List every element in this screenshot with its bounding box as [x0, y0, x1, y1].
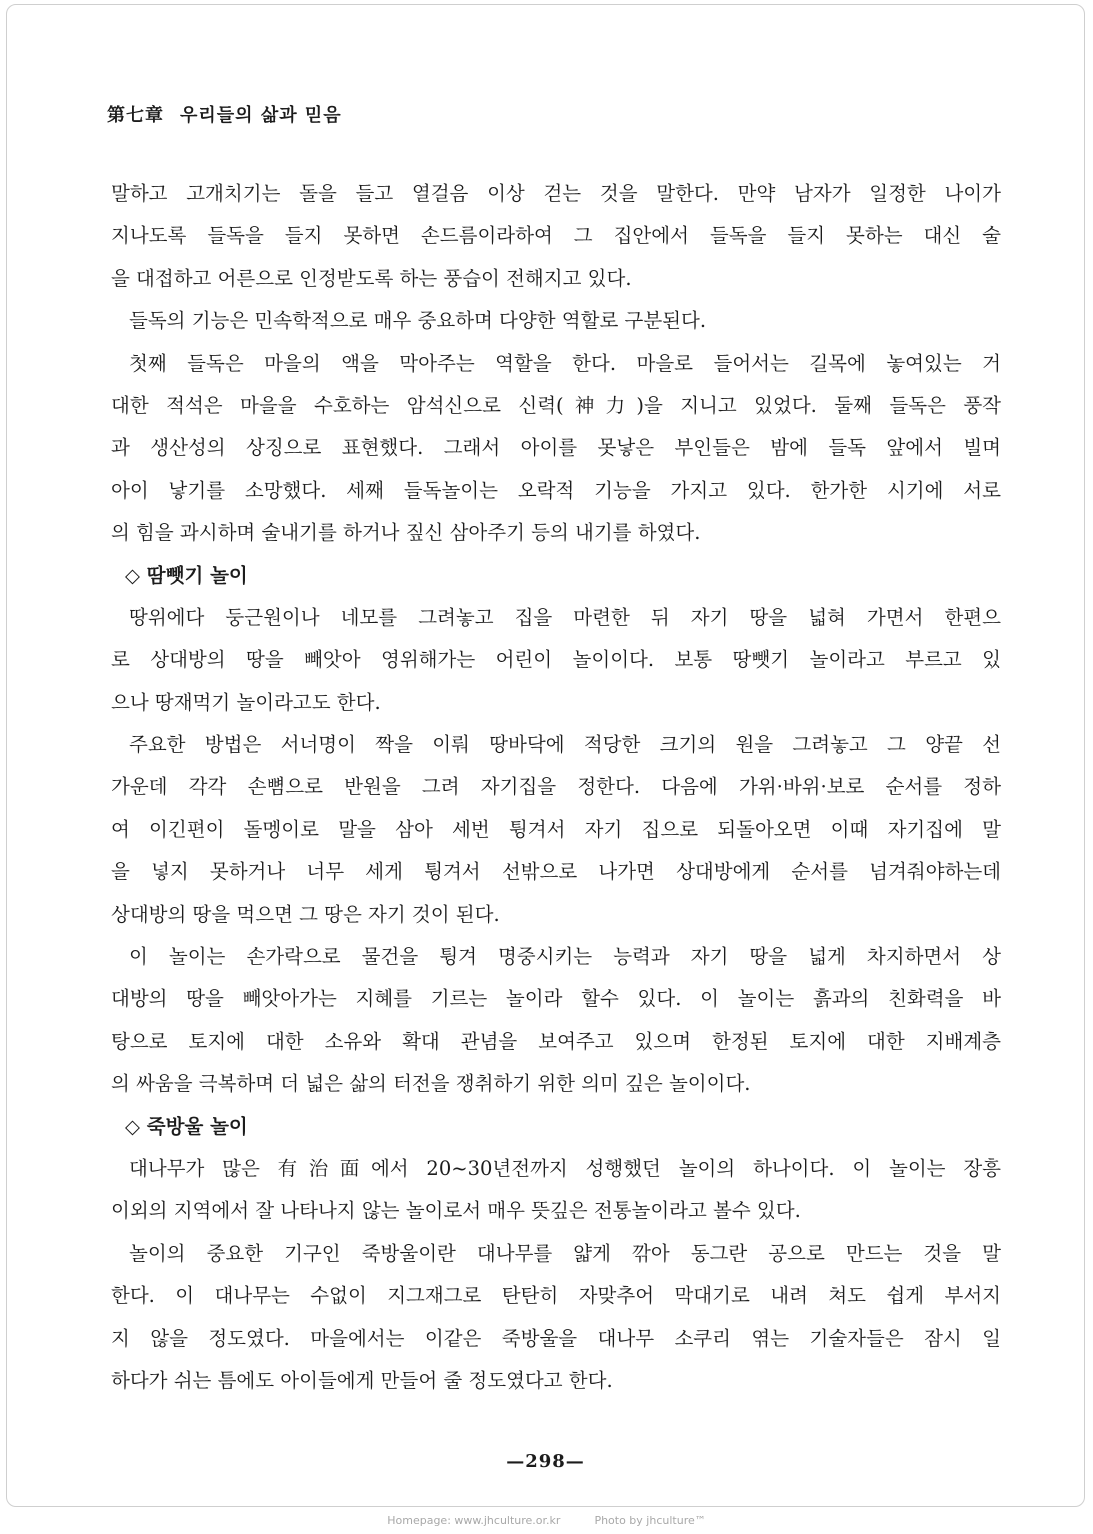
text-line: 아이 낳기를 소망했다. 세째 들독놀이는 오락적 기능을 가지고 있다. 한가한 시기에 서로	[111, 478, 1001, 502]
text-line: 여 이긴편이 돌멩이로 말을 삼아 세번 튕겨서 자기 집으로 되돌아오면 이때 자기집에 말	[111, 817, 1001, 841]
text-line: 의 힘을 과시하며 술내기를 하거나 짚신 삼아주기 등의 내기를 하였다.	[111, 521, 701, 545]
text-line: 을 대접하고 어른으로 인정받도록 하는 풍습이 전해지고 있다.	[111, 266, 632, 290]
text-line: 상대방의 땅을 먹으면 그 땅은 자기 것이 된다.	[111, 902, 500, 926]
chapter-title: 우리들의 삶과 믿음	[180, 105, 342, 126]
text-line: 과 생산성의 상징으로 표현했다. 그래서 아이를 못낳은 부인들은 밤에 들독 앞에서 빌며	[111, 436, 1001, 460]
text-line: 말하고 고개치기는 돌을 들고 열걸음 이상 걷는 것을 말한다. 만약 남자가 일정한 나이가	[111, 182, 1001, 205]
footer-credit	[0, 1514, 1093, 1527]
footer-photo-credit: Photo by jhculture™	[594, 1514, 706, 1527]
text-line: 으나 땅재먹기 놀이라고도 한다.	[111, 690, 381, 714]
text-line: 이외의 지역에서 잘 나타나지 않는 놀이로서 매우 뜻깊은 전통놀이라고 볼수 있다.	[111, 1199, 801, 1223]
scanned-page	[6, 4, 1085, 1507]
text-line: 의 싸움을 극복하며 더 넓은 삶의 터전을 쟁취하기 위한 의미 깊은 놀이이다.	[111, 1072, 751, 1096]
footer-homepage: Homepage: www.jhculture.or.kr	[387, 1514, 561, 1527]
text-line: 지나도록 들독을 들지 못하면 손드름이라하여 그 집안에서 들독을 들지 못하는 대신 술	[111, 224, 1001, 248]
body-text	[111, 173, 1001, 1402]
section-heading: ◇ 죽방울 놀이	[125, 1114, 248, 1138]
chapter-number: 第七章	[107, 105, 164, 126]
text-line: 로 상대방의 땅을 빼앗아 영위해가는 어린이 놀이이다. 보통 땅뺏기 놀이라고 부르고 있	[111, 648, 1001, 672]
text-line: 주요한 방법은 서너명이 짝을 이뤄 땅바닥에 적당한 크기의 원을 그려놓고 그 양끝 선	[129, 733, 1001, 757]
text-line: 탕으로 토지에 대한 소유와 확대 관념을 보여주고 있으며 한정된 토지에 대한 지배계층	[111, 1029, 1001, 1053]
text-line: 땅위에다 둥근원이나 네모를 그려놓고 집을 마련한 뒤 자기 땅을 넓혀 가면서 한편으	[129, 605, 1001, 629]
text-line: 대한 적석은 마을을 수호하는 암석신으로 신력(神力)을 지니고 있었다. 둘째 들독은 풍작	[111, 393, 1001, 417]
text-line: 대나무가 많은 有治面에서 20~30년전까지 성행했던 놀이의 하나이다. 이 놀이는 장흥	[129, 1156, 1001, 1180]
text-line: 을 넣지 못하거나 너무 세게 튕겨서 선밖으로 나가면 상대방에게 순서를 넘겨줘야하는데	[111, 860, 1001, 884]
text-line: 놀이의 중요한 기구인 죽방울이란 대나무를 얇게 깎아 동그란 공으로 만드는 것을 말	[129, 1241, 1001, 1265]
chapter-heading	[107, 101, 342, 127]
text-line: 한다. 이 대나무는 수없이 지그재그로 탄탄히 자맞추어 막대기로 내려 쳐도 쉽게 부서지	[111, 1284, 1001, 1308]
text-line: 첫째 들독은 마을의 액을 막아주는 역할을 한다. 마을로 들어서는 길목에 놓여있는 거	[129, 351, 1001, 375]
section-heading: ◇ 땀뺏기 놀이	[125, 563, 248, 587]
page-number: —298—	[506, 1451, 585, 1472]
text-line: 지 않을 정도였다. 마을에서는 이같은 죽방울을 대나무 소쿠리 엮는 기술자들은 잠시 일	[111, 1326, 1001, 1350]
text-line: 가운데 각각 손뼘으로 반원을 그려 자기집을 정한다. 다음에 가위·바위·보로 순서를 정하	[111, 775, 1001, 799]
text-line: 하다가 쉬는 틈에도 아이들에게 만들어 줄 정도였다고 한다.	[111, 1368, 613, 1392]
text-line: 대방의 땅을 빼앗아가는 지혜를 기르는 놀이라 할수 있다. 이 놀이는 흙과의 친화력을 바	[111, 987, 1001, 1011]
text-line: 이 놀이는 손가락으로 물건을 튕겨 명중시키는 능력과 자기 땅을 넓게 차지하면서 상	[129, 945, 1001, 969]
text-line: 들독의 기능은 민속학적으로 매우 중요하며 다양한 역할로 구분된다.	[129, 309, 707, 333]
